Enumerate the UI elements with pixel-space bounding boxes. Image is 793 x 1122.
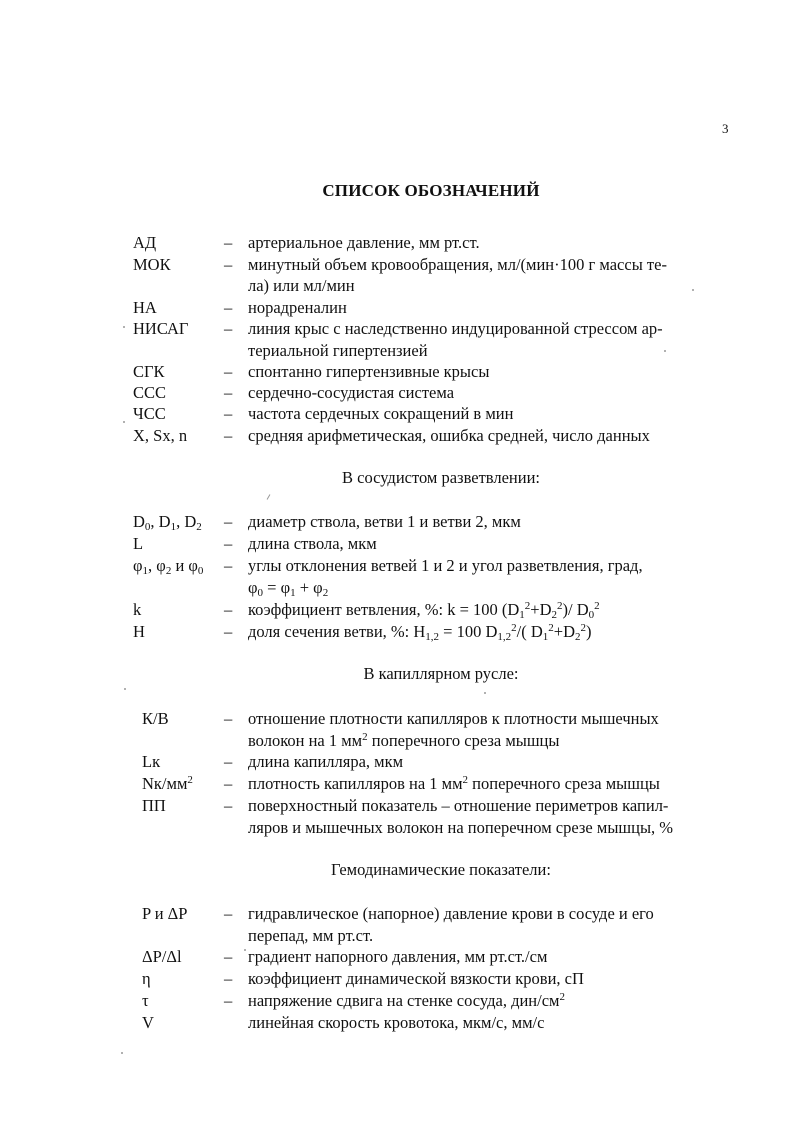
dash: –	[224, 709, 233, 728]
abbr: НИСАГ	[133, 319, 189, 338]
abbr: МОК	[133, 255, 171, 274]
dash: –	[224, 426, 233, 445]
section-heading: В капиллярном русле:	[363, 664, 519, 683]
scan-speck	[123, 326, 125, 328]
definition: градиент напорного давления, мм рт.ст./см	[248, 947, 548, 966]
definition: средняя арифметическая, ошибка средней, число данных	[248, 426, 650, 445]
abbr: V	[142, 1013, 154, 1032]
definition: норадреналин	[248, 298, 347, 317]
dash: –	[224, 534, 233, 553]
definition: диаметр ствола, ветви 1 и ветви 2, мкм	[248, 512, 521, 531]
definition: поверхностный показатель – отношение периметров капил-	[248, 796, 669, 815]
dash: –	[224, 774, 233, 793]
abbr: ССС	[133, 383, 167, 402]
abbr: τ	[142, 991, 149, 1010]
dash: –	[224, 600, 233, 619]
dash: –	[224, 904, 233, 923]
abbr: $\varphi_1$, $\varphi_2$ и $\varphi_0$	[133, 556, 204, 577]
dash: –	[224, 796, 233, 815]
definition: гидравлическое (напорное) давление крови в сосуде и его	[248, 904, 654, 923]
definition: длина капилляра, мкм	[248, 752, 404, 771]
scan-speck	[244, 949, 246, 951]
scan-speck	[267, 494, 271, 500]
abbr: Lк	[142, 752, 161, 771]
dash: –	[224, 404, 233, 423]
abbr: ПП	[142, 796, 166, 815]
dash: –	[224, 947, 233, 966]
page-title: СПИСОК ОБОЗНАЧЕНИЙ	[322, 181, 540, 200]
dash: –	[224, 255, 233, 274]
dash: –	[224, 319, 233, 338]
definition: доля сечения ветви, %: $H_{1,2} = 100$ $D_{1,2}^2/$( $D_1^2+D_2^2$)	[248, 622, 592, 643]
dash: –	[224, 622, 233, 641]
definition: перепад, мм рт.ст.	[248, 926, 374, 945]
abbr: η	[142, 969, 151, 988]
definition: частота сердечных сокращений в мин	[248, 404, 514, 423]
dash: –	[224, 298, 233, 317]
dash: –	[224, 233, 233, 252]
definition: плотность капилляров на 1 $мм^2$ поперечного среза мышцы	[248, 774, 660, 793]
abbr: СГК	[133, 362, 165, 381]
abbr: $D_0$, $D_1$, $D_2$	[133, 512, 202, 533]
definition: спонтанно гипертензивные крысы	[248, 362, 490, 381]
definition: ла) или мл/мин	[248, 276, 355, 295]
dash: –	[224, 969, 233, 988]
dash: –	[224, 556, 233, 575]
definition: линия крыс с наследственно индуцированной стрессом ар-	[248, 319, 663, 338]
abbr: НА	[133, 298, 157, 317]
section-heading: В сосудистом разветвлении:	[342, 468, 540, 487]
dash: –	[224, 752, 233, 771]
abbr: $Nк/мм^2$	[142, 774, 193, 793]
abbr: P и ΔP	[142, 904, 188, 923]
definition: напряжение сдвига на стенке сосуда, дин/$см^2$	[248, 991, 565, 1010]
definition: артериальное давление, мм рт.ст.	[248, 233, 480, 252]
dash: –	[224, 383, 233, 402]
scan-speck	[124, 688, 126, 690]
definition: минутный объем кровообращения, мл/(мин·100 г массы те-	[248, 255, 667, 274]
abbr: К/В	[142, 709, 169, 728]
dash: –	[224, 512, 233, 531]
definition: углы отклонения ветвей 1 и 2 и угол разветвления, град,	[248, 556, 643, 575]
abbr: L	[133, 534, 144, 553]
abbr: ЧСС	[133, 404, 166, 423]
abbr: H	[133, 622, 145, 641]
definition: волокон на 1 $мм^2$ поперечного среза мышцы	[248, 731, 560, 750]
definition: ляров и мышечных волокон на поперечном срезе мышцы, %	[248, 818, 674, 837]
definition: коэффициент динамической вязкости крови, сП	[248, 969, 584, 988]
page-number: 3	[722, 121, 729, 136]
abbr: X, Sx, n	[133, 426, 188, 445]
definition: сердечно-сосудистая система	[248, 383, 455, 402]
dash: –	[224, 991, 233, 1010]
abbr: k	[133, 600, 142, 619]
scan-speck	[664, 350, 666, 352]
abbr: ΔP/Δl	[142, 947, 182, 966]
scan-speck	[121, 1052, 123, 1054]
section-heading: Гемодинамические показатели:	[331, 860, 551, 879]
definition: териальной гипертензией	[248, 341, 428, 360]
dash: –	[224, 362, 233, 381]
definition: линейная скорость кровотока, мкм/с, мм/с	[248, 1013, 545, 1032]
abbr: АД	[133, 233, 157, 252]
scan-speck	[123, 421, 125, 423]
definition: коэффициент ветвления, %: k = 100 $(D_1^2+D_2^2)/$ $D_0^2$	[248, 600, 600, 621]
definition: отношение плотности капилляров к плотности мышечных	[248, 709, 659, 728]
formula: $\varphi_0 = \varphi_1 + \varphi_2$	[248, 578, 329, 599]
definition: длина ствола, мкм	[248, 534, 377, 553]
scan-speck	[692, 289, 694, 291]
scan-speck	[484, 692, 486, 694]
